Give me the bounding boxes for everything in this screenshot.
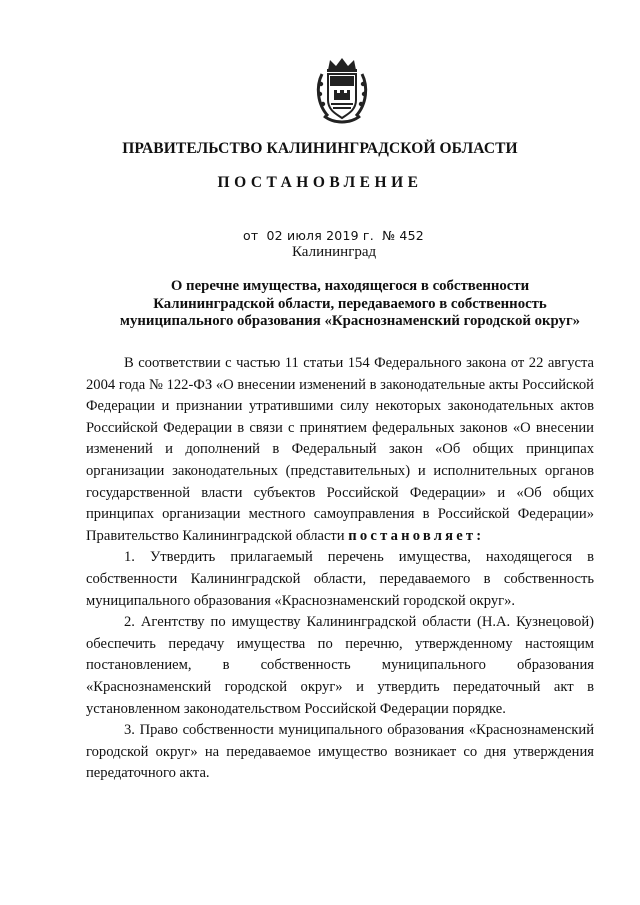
preamble-paragraph — [86, 353, 594, 547]
decree-title — [60, 278, 640, 331]
resolves-word: постановляет: — [348, 527, 485, 544]
title-line: Калининградской области, передаваемого в собственность — [153, 295, 547, 312]
date-prefix: от — [243, 228, 259, 243]
city-name: Калининград — [292, 244, 377, 260]
government-name: ПРАВИТЕЛЬСТВО КАЛИНИНГРАДСКОЙ ОБЛАСТИ — [122, 140, 518, 157]
title-line: муниципального образования «Краснознаменский городской округ» — [119, 313, 581, 329]
preamble-text: В соответствии с частью 11 статьи 154 Федерального закона от 22 августа 2004 года № 122-ФЗ «О внесении изменений в законодательные акты Российской Федерации и признании утратившими силу некоторых законодательных актов Российской Федерации в связи с принятием федеральных законов «О внесении изменений и дополнений в Федеральный закон «Об общих принципах организации законодательных (представительных) и исполнительных органов государственной власти субъектов Российской Федерации» и «Об общих принципах организации местного самоуправления в Российской Федерации» Правительство Калининградской области — [86, 355, 594, 544]
item-2: 2. Агентству по имуществу Калининградской области (Н.А. Кузнецовой) обеспечить передачу имущества по перечню, утвержденному настоящим постановлением, в собственность муниципального образования «Краснознаменский городской округ» и утвердить передаточный акт в установленном законодательством Российской Федерации порядке. — [86, 614, 594, 717]
title-line: О перечне имущества, находящегося в собственности — [170, 278, 530, 294]
decree-body — [86, 353, 594, 785]
decree-number: № 452 — [382, 228, 424, 243]
coat-of-arms-icon — [314, 56, 370, 126]
date-line — [243, 228, 428, 243]
decree-date: 02 июля 2019 г. — [266, 228, 374, 243]
item-1: 1. Утвердить прилагаемый перечень имущества, находящегося в собственности Калининградской области, передаваемого в собственность муниципального образования «Краснознаменский городской округ». — [86, 549, 594, 609]
document-type: ПОСТАНОВЛЕНИЕ — [217, 174, 423, 191]
item-3: 3. Право собственности муниципального образования «Краснознаменский городской округ» на передаваемое имущество возникает со дня утверждения передаточного акта. — [86, 722, 594, 782]
